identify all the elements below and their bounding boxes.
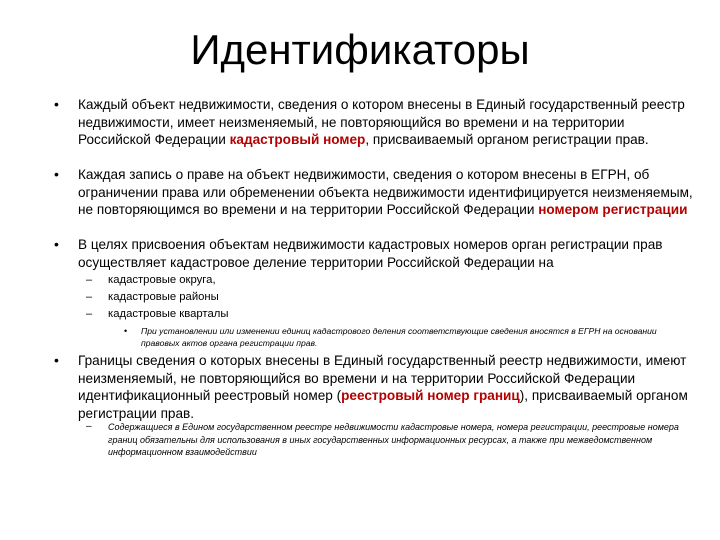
bullet-text	[78, 352, 694, 422]
highlight-registration-number: номером регистрации	[538, 202, 688, 217]
bullet-item-3	[54, 236, 694, 271]
bullet-text: В целях присвоения объектам недвижимости кадастровых номеров орган регистрации прав осуществляет кадастровое деление территории Российской Федерации на	[78, 237, 663, 270]
bullet-item-2	[54, 166, 694, 219]
dash-marker: –	[86, 308, 93, 320]
highlight-cadastral-number: кадастровый номер	[229, 132, 366, 147]
bullet-marker: •	[54, 352, 59, 368]
bullet-marker: •	[54, 96, 59, 112]
sub-item-text: кадастровые районы	[108, 291, 219, 303]
text-part: ), присваиваемый органом регистрации прав.	[78, 388, 688, 421]
sub-sub-item	[124, 325, 684, 349]
slide-title: Идентификаторы	[190, 26, 530, 73]
sub-item-text: кадастровые кварталы	[108, 308, 229, 320]
dash-marker: –	[86, 274, 93, 286]
bullet-item-4	[54, 352, 694, 422]
text-part: , присваиваемый органом регистрации прав.	[365, 132, 649, 147]
bullet-text	[78, 96, 694, 149]
bullet-marker: •	[54, 236, 59, 252]
text-part: Границы сведения о которых внесены в Единый государственный реестр недвижимости, имеют неизменяемый, не повторяющийся во времени и на территории Российской Федерации идентификационный реестровый номер (	[78, 353, 687, 403]
sub-item-3	[86, 306, 686, 323]
text-part: Каждая запись о праве на объект недвижимости, сведения о котором внесены в ЕГРН, об ограничении права или обременении объекта недвижимости идентифицируется неизменяемым, не повторяющимся во времени и на территории Российской Федерации	[78, 167, 693, 217]
sub-item-text: Содержащиеся в Едином государственном реестре недвижимости кадастровые номера, номера регистрации, реестровые номера границ обязательны для использования в иных государственных информационных ресурсах, а также при межведомственном информационном взаимодействии	[108, 422, 679, 457]
bullet-marker: •	[54, 166, 59, 182]
text-part: Каждый объект недвижимости, сведения о котором внесены в Единый государственный реестр недвижимости, имеет неизменяемый, не повторяющийся во времени и на территории Российской Федерации	[78, 97, 685, 147]
sub-sub-item-text: При установлении или изменении единиц кадастрового деления соответствующие сведения вносятся в ЕГРН на основании правовых актов органа регистрации прав.	[141, 326, 657, 348]
bullet-item-1	[54, 96, 694, 149]
sub-item-1	[86, 272, 686, 289]
dash-marker: –	[86, 291, 93, 303]
highlight-border-registry-number: реестровый номер границ	[341, 388, 520, 403]
dash-marker: –	[86, 421, 92, 432]
bullet-text	[78, 166, 694, 219]
bullet-marker: •	[124, 326, 128, 336]
sub-item-final	[86, 421, 686, 459]
sub-item-text: кадастровые округа,	[108, 274, 216, 286]
sub-item-2	[86, 289, 686, 306]
